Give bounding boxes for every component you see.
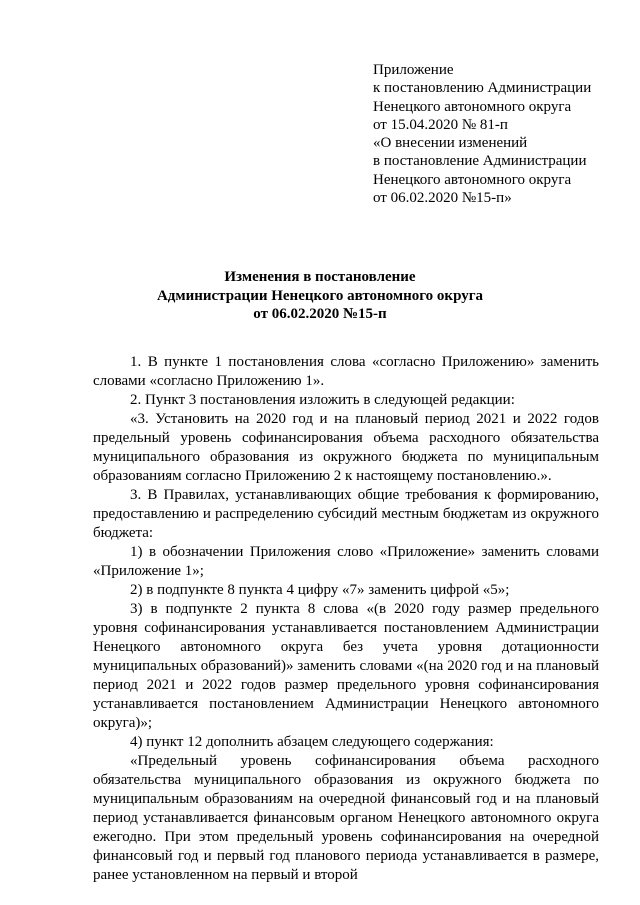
header-line: «О внесении изменений [373,135,528,152]
paragraph: 2. Пункт 3 постановления изложить в следующей редакции: [130,392,515,408]
paragraph: «Предельный уровень софинансирования объема расходного обязательства муниципального образования из окружного бюджета по муниципальным образованиям на очередной финансовый год и на плановый период устанавливается финансовым органом Ненецкого автономного округа ежегодно. При этом предельный уровень софинансирования на очередной финансовый год и первый год планового периода устанавливается в размере, ранее установленном на первый и второй [93,753,599,883]
title-line: от 06.02.2020 №15-п [253,306,387,322]
paragraph: 1) в обозначении Приложения слово «Приложение» заменить словами «Приложение 1»; [93,544,599,579]
paragraph: 2) в подпункте 8 пункта 4 цифру «7» заменить цифрой «5»; [130,582,510,598]
header-line: Приложение [373,62,454,78]
title-line: Администрации Ненецкого автономного округа [156,287,484,304]
appendix-header [373,61,633,207]
paragraph: 4) пункт 12 дополнить абзацем следующего содержания: [130,734,494,750]
header-line: в постановление Администрации [373,153,587,170]
paragraph: 1. В пункте 1 постановления слова «согласно Приложению» заменить словами «согласно Приложению 1». [93,354,599,389]
paragraph: 3. В Правилах, устанавливающих общие требования к формированию, предоставлению и распределению субсидий местным бюджетам из окружного бюджета: [93,487,599,541]
header-line: от 06.02.2020 №15-п» [373,190,512,207]
document-title [0,268,640,324]
header-line: Ненецкого автономного округа [373,98,572,115]
header-line: от 15.04.2020 № 81-п [373,116,508,133]
title-line: Изменения в постановление [224,269,416,285]
paragraph: 3) в подпункте 2 пункта 8 слова «(в 2020 году размер предельного уровня софинансирования устанавливается постановлением Администрации Ненецкого автономного округа без учета уровня дотационности муниципальных образований)» заменить словами «(на 2020 год и на плановый период 2021 и 2022 годов размер предельного уровня софинансирования устанавливается постановлением Администрации Ненецкого автономного округа)»; [93,601,599,731]
header-line: Ненецкого автономного округа [373,171,572,188]
header-line: к постановлению Администрации [373,80,592,97]
paragraph: «3. Установить на 2020 год и на плановый период 2021 и 2022 годов предельный уровень софинансирования объема расходного обязательства муниципального образования из окружного бюджета по муниципальным образованиям согласно Приложению 2 к настоящему постановлению.». [93,411,599,484]
document-body [93,353,599,885]
